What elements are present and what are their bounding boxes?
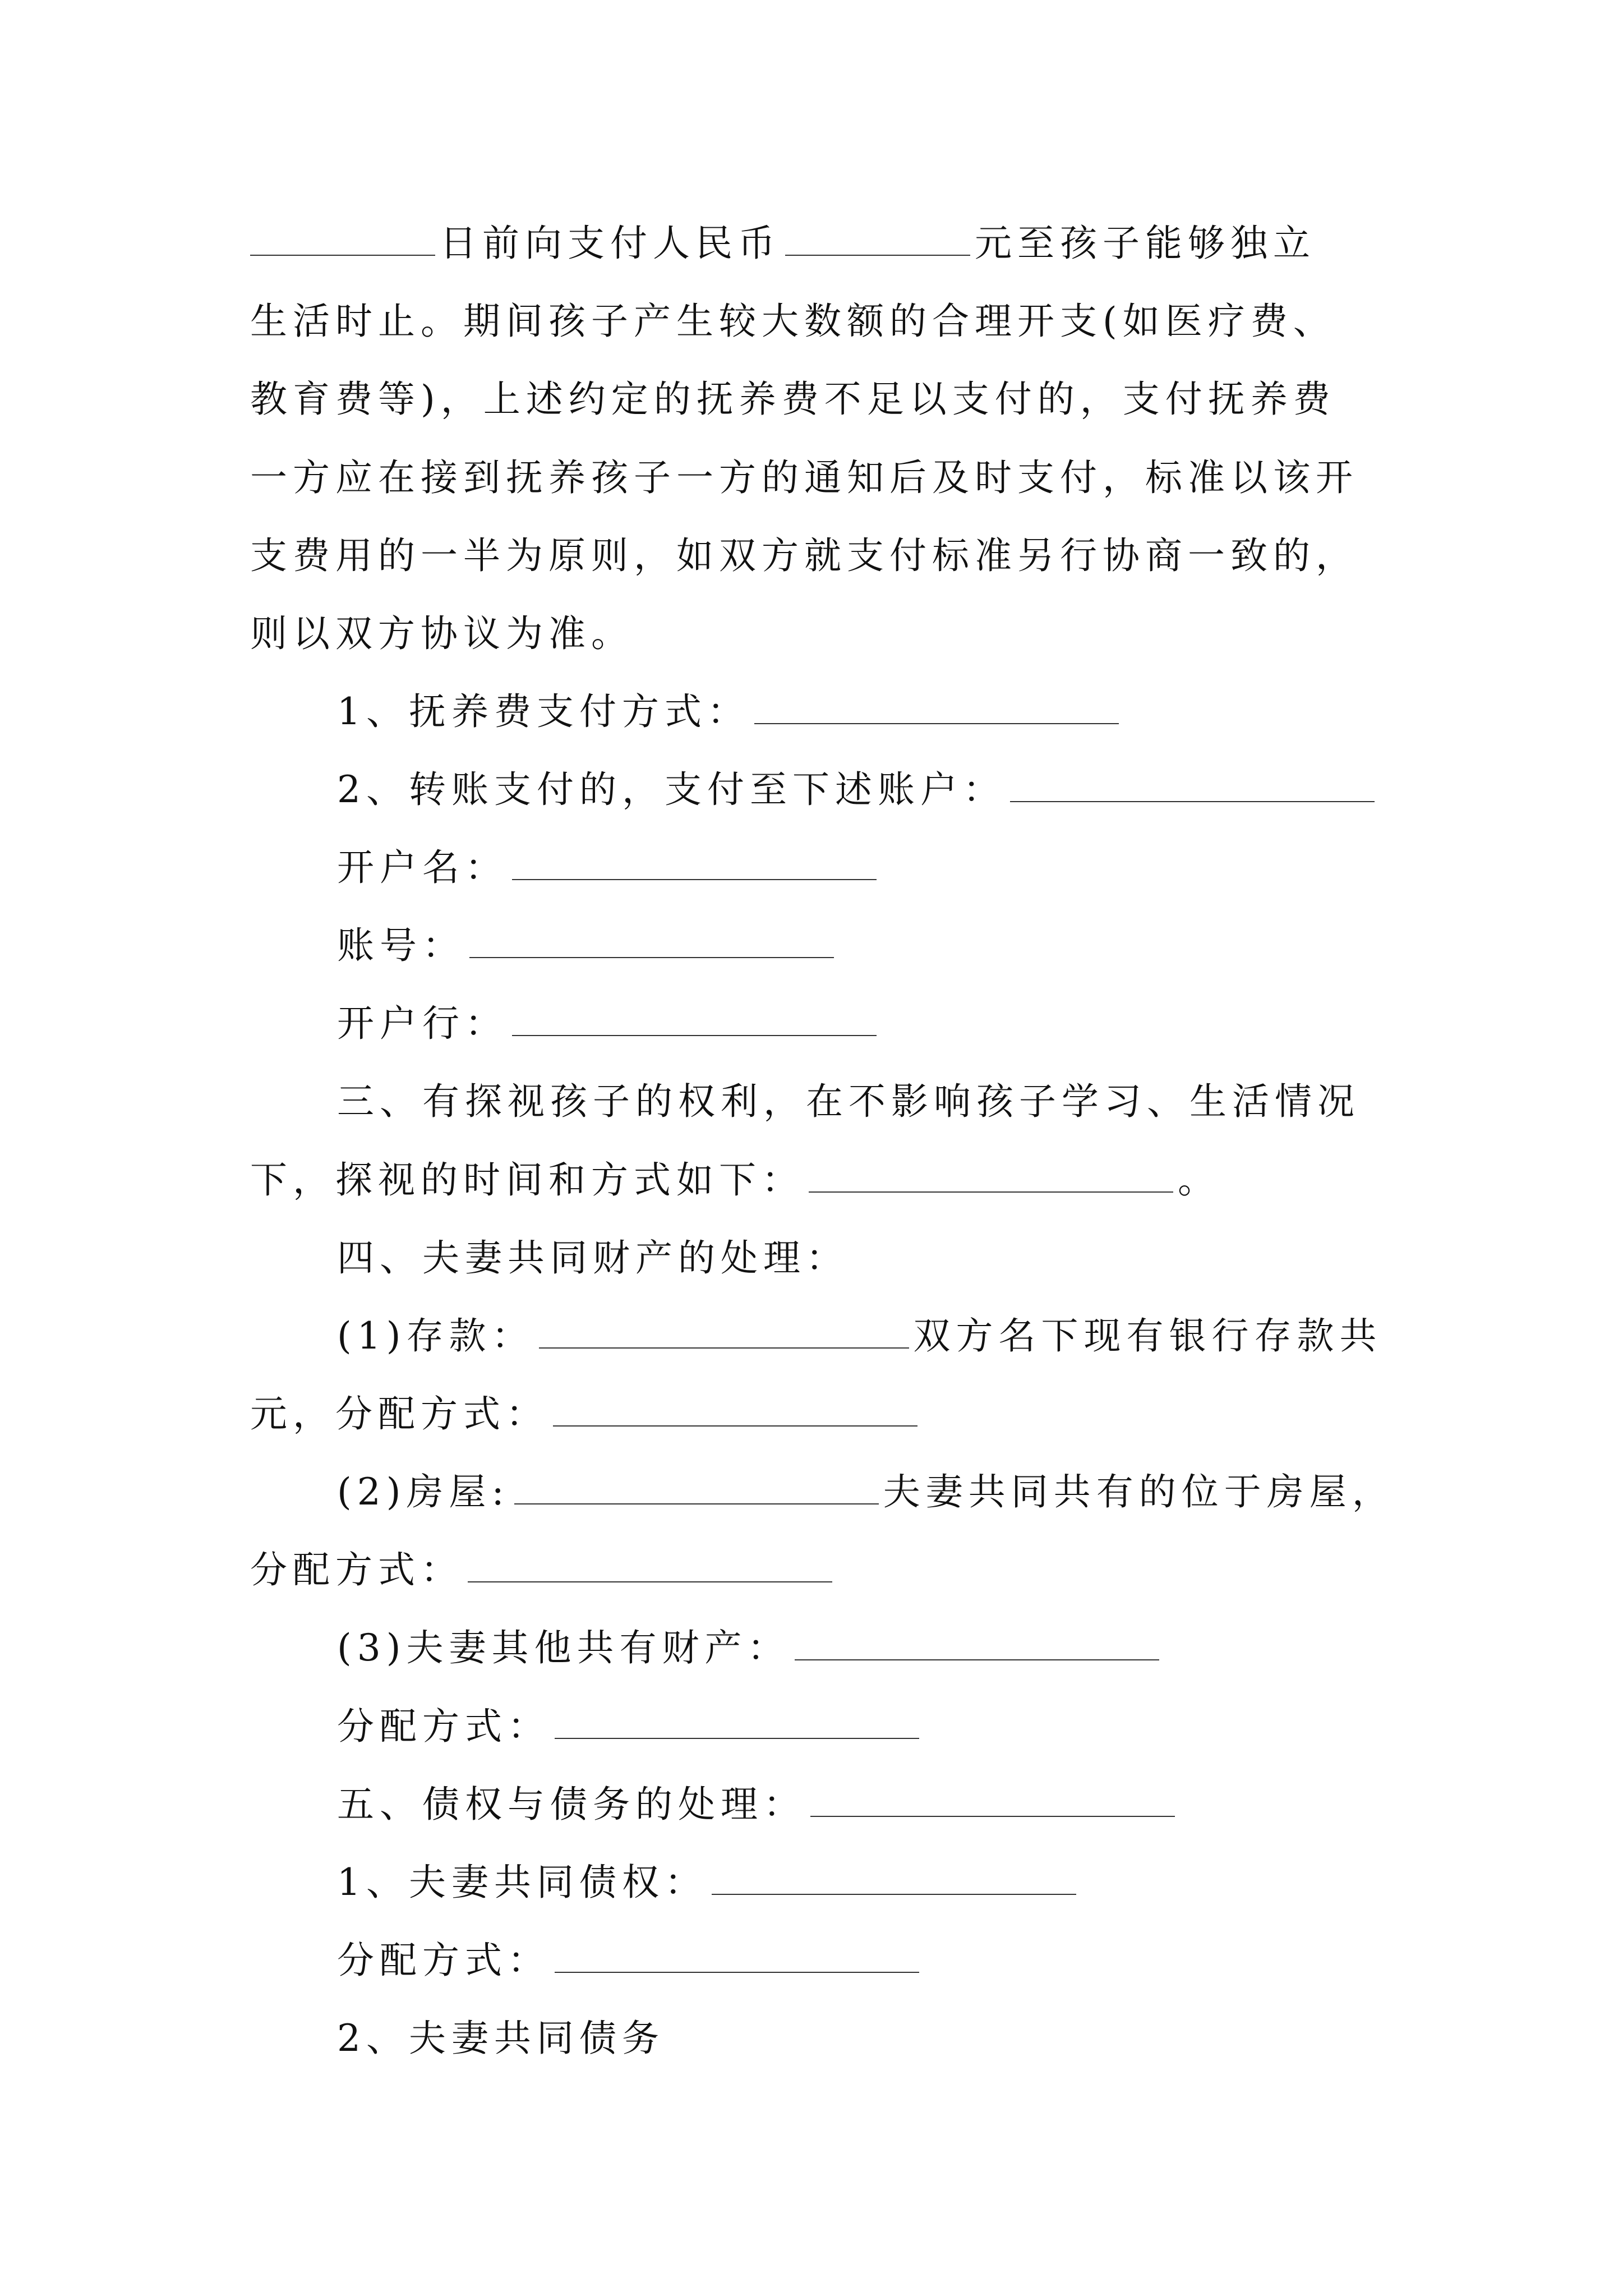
field-label: 2、转账支付的，支付至下述账户： (337, 768, 1006, 811)
blank-field (555, 1935, 919, 1973)
paragraph-line: 生活时止。期间孩子产生较大数额的合理开支(如医疗费、 (250, 300, 1336, 343)
blank-field (512, 998, 877, 1036)
form-line (337, 684, 1476, 740)
form-line (250, 1386, 1389, 1442)
blank-field (555, 1701, 919, 1739)
form-line (337, 918, 1476, 974)
form-line (337, 762, 1476, 818)
form-line (250, 1542, 1389, 1598)
blank-field (512, 842, 877, 880)
blank-field (754, 686, 1119, 724)
field-label: 元，分配方式： (250, 1392, 548, 1435)
blank-field (469, 920, 834, 958)
field-label: 分配方式： (337, 1939, 550, 1982)
field-label: 开户行： (337, 1002, 508, 1045)
field-label: 账号： (337, 924, 465, 967)
field-label: 1、夫妻共同债权： (337, 1861, 707, 1904)
text-segment: 双方名下现有银行存款共 (913, 1314, 1382, 1358)
blank-field (553, 1388, 917, 1427)
paragraph-line: 教育费等)，上述约定的抚养费不足以支付的，支付抚养费 (250, 378, 1336, 421)
paragraph-line: 三、有探视孩子的权利，在不影响孩子学习、生活情况 (337, 1080, 1360, 1123)
paragraph-line: 则以双方协议为准。 (250, 612, 634, 655)
field-label: 1、抚养费支付方式： (337, 690, 750, 733)
field-label: 开户名： (337, 846, 508, 889)
form-line (337, 1308, 1476, 1364)
text-segment: 元至孩子能够独立 (975, 222, 1316, 265)
blank-field (810, 1779, 1175, 1817)
text-segment: 日前向支付人民币 (440, 222, 781, 265)
blank-field (809, 1154, 1173, 1193)
field-label: 下，探视的时间和方式如下： (250, 1158, 804, 1202)
blank-field (1010, 764, 1375, 802)
text-segment: 。 (1178, 1158, 1220, 1202)
blank-field (514, 1466, 879, 1504)
section-heading: 五、债权与债务的处理： (337, 1783, 806, 1826)
paragraph-line: 支费用的一半为原则，如双方就支付标准另行协商一致的， (250, 534, 1358, 577)
form-line (250, 1152, 1389, 1208)
blank-field (712, 1857, 1076, 1895)
paragraph-line (250, 215, 1389, 272)
blank-field (468, 1544, 832, 1582)
section-heading: 四、夫妻共同财产的处理： (337, 1236, 849, 1280)
form-line (337, 1620, 1476, 1676)
paragraph-line: 一方应在接到抚养孩子一方的通知后及时支付，标准以该开 (250, 456, 1358, 499)
form-line (337, 840, 1476, 896)
blank-field (785, 218, 970, 256)
form-line (337, 996, 1476, 1052)
form-line (337, 1464, 1476, 1520)
field-label: (1)存款： (337, 1314, 534, 1358)
field-label: 分配方式： (250, 1548, 463, 1591)
paragraph-line: 2、夫妻共同债务 (337, 2017, 665, 2060)
form-line (337, 1932, 1476, 1989)
form-line (337, 1855, 1476, 1911)
form-line (337, 1699, 1476, 1755)
form-line (337, 1777, 1476, 1833)
field-label: 分配方式： (337, 1705, 550, 1748)
blank-field (250, 218, 435, 256)
blank-field (795, 1622, 1159, 1660)
text-segment: 夫妻共同共有的位于房屋， (883, 1470, 1395, 1513)
blank-field (539, 1310, 909, 1349)
field-label: (2)房屋: (337, 1470, 510, 1513)
field-label: (3)夫妻其他共有财产： (337, 1626, 790, 1669)
